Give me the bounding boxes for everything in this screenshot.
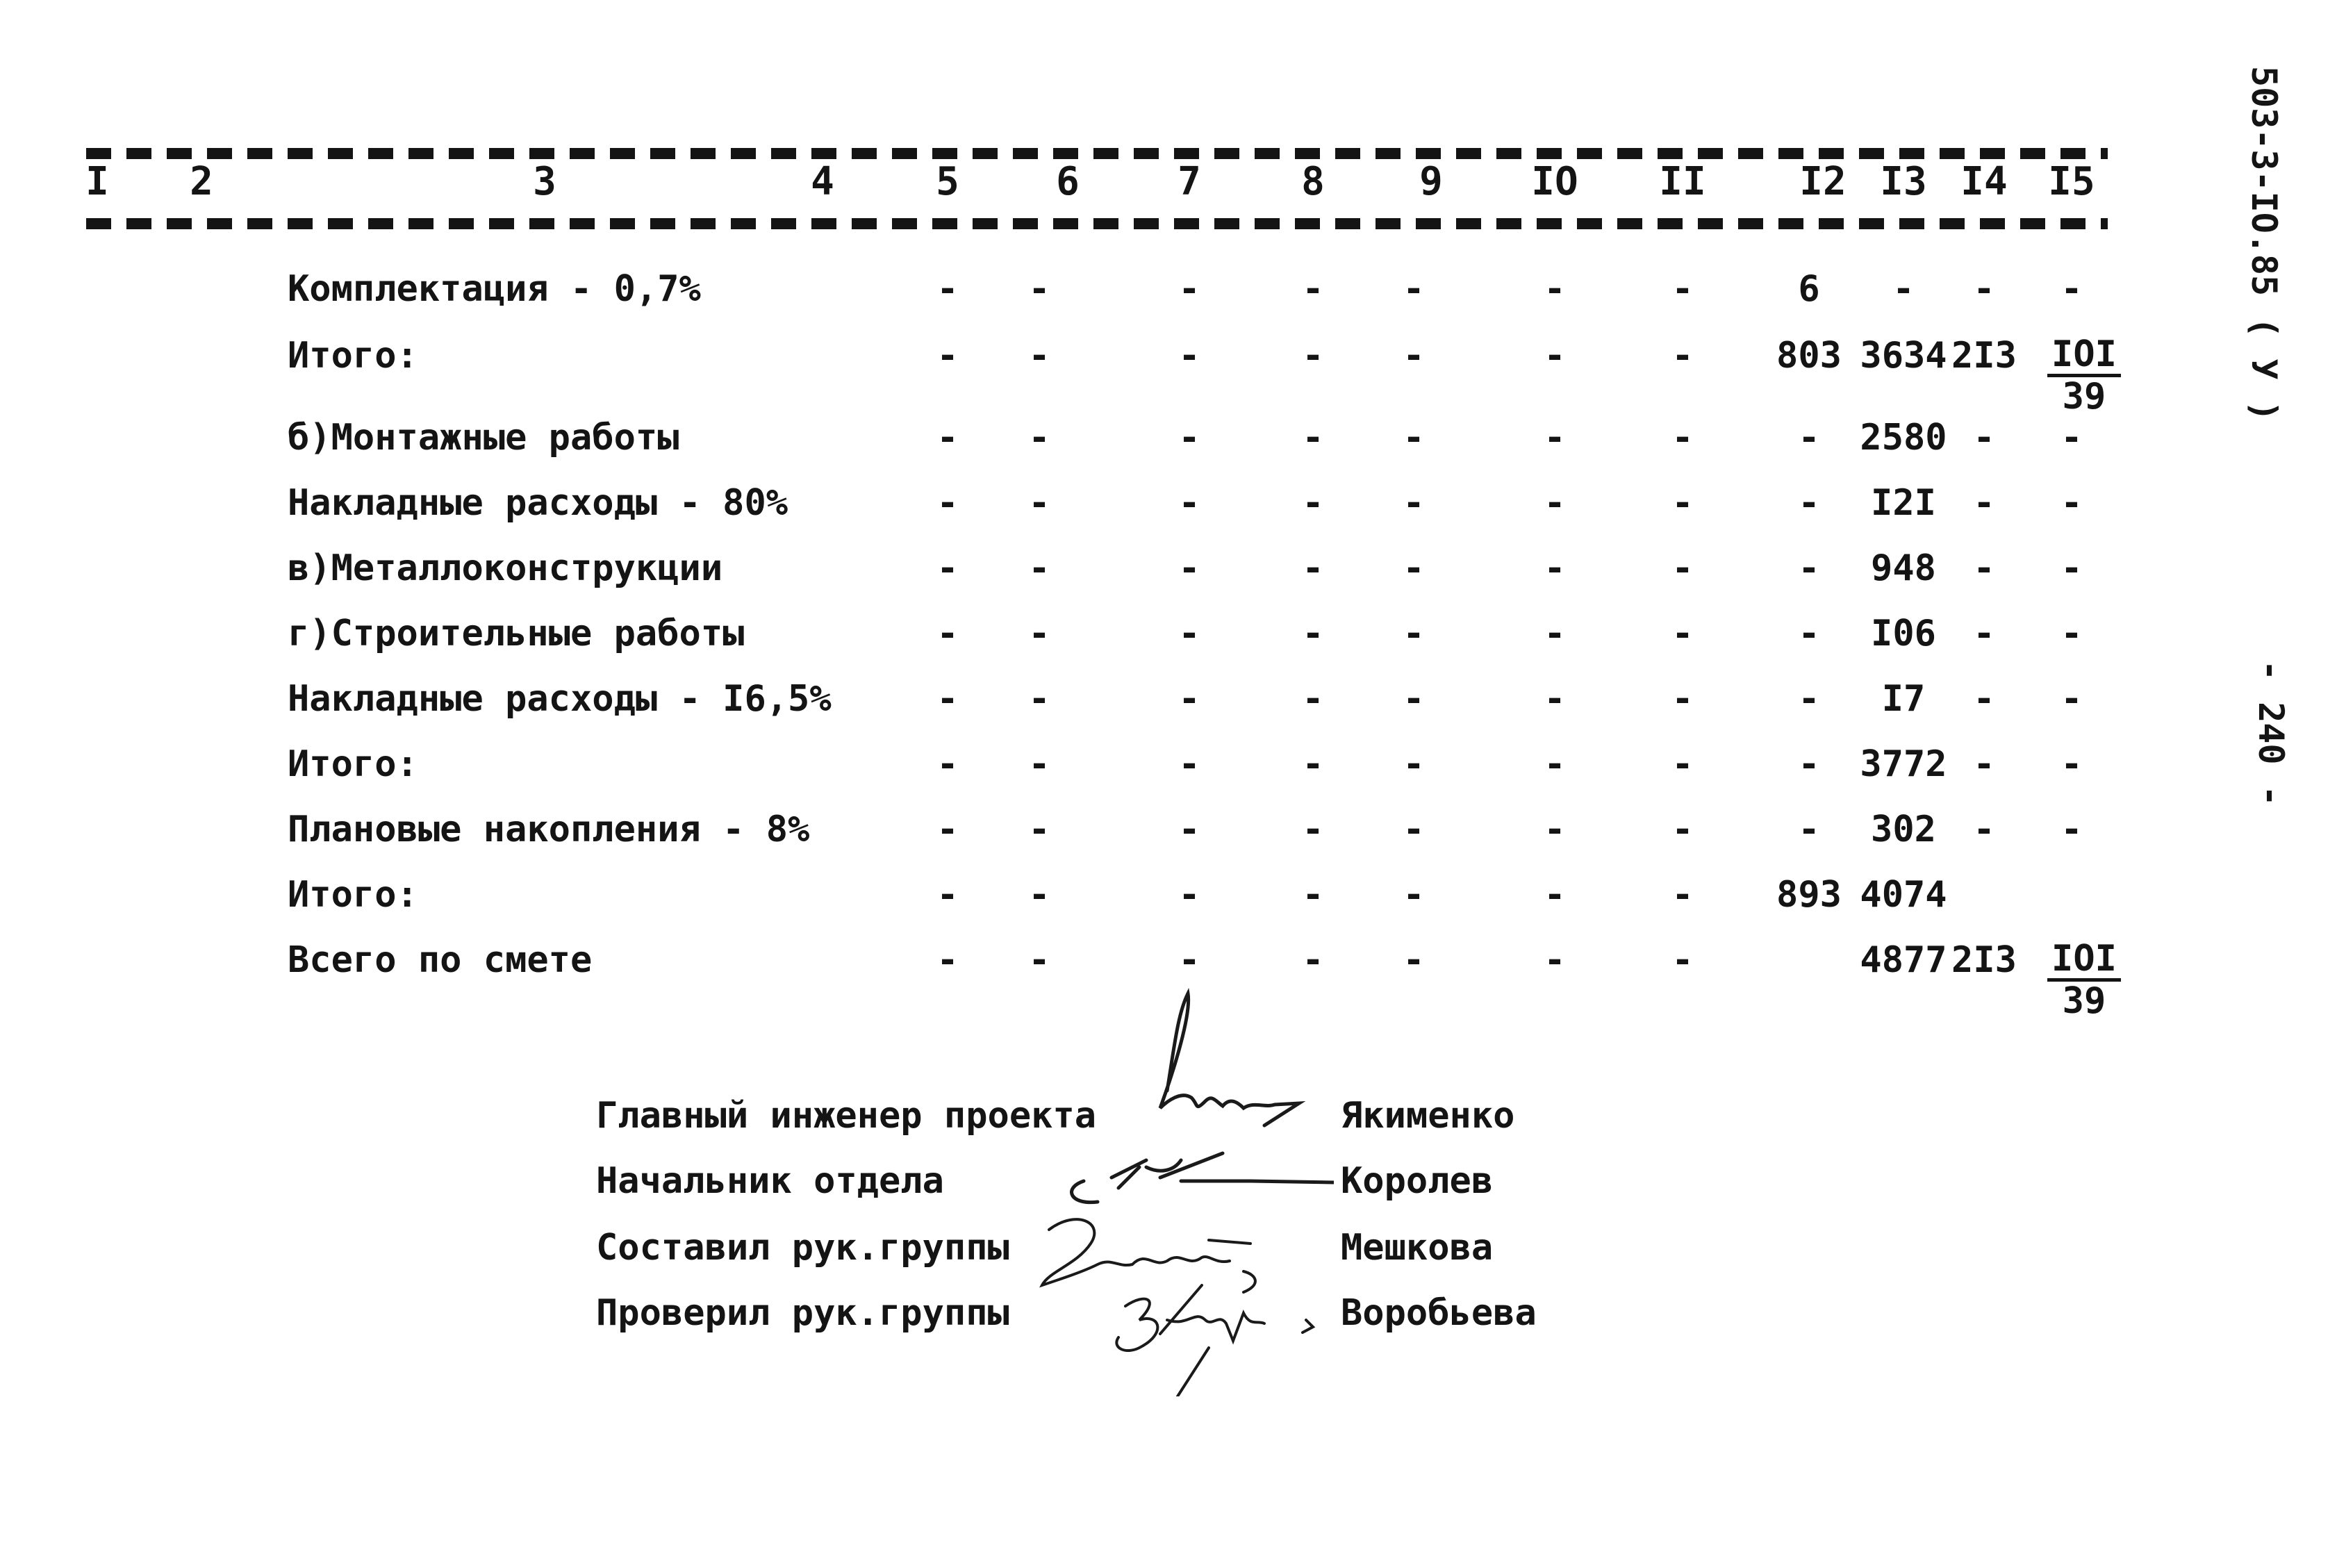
table-cell: - xyxy=(1973,613,1995,654)
row-label: Всего по смете xyxy=(288,939,593,981)
table-cell: - xyxy=(1892,268,1915,310)
table-cell: 3634 xyxy=(1860,335,1947,377)
column-header-9: 9 xyxy=(1419,159,1443,204)
table-cell: - xyxy=(1178,268,1200,310)
table-cell: - xyxy=(1028,547,1050,589)
table-cell: - xyxy=(1302,335,1324,377)
table-cell: 948 xyxy=(1871,547,1936,589)
table-cell: - xyxy=(936,268,959,310)
table-cell: - xyxy=(1973,678,1995,720)
table-cell: - xyxy=(1544,613,1566,654)
table-cell: - xyxy=(1302,743,1324,785)
table-cell: - xyxy=(936,809,959,850)
table-cell: - xyxy=(2060,268,2083,310)
column-header-8: 8 xyxy=(1301,159,1325,204)
table-cell: 4877 xyxy=(1860,939,1947,981)
table-cell: - xyxy=(1028,335,1050,377)
table-cell: - xyxy=(1544,547,1566,589)
table-cell: - xyxy=(1403,335,1425,377)
row-label: г)Строительные работы xyxy=(288,613,745,654)
table-cell: - xyxy=(1302,268,1324,310)
table-cell: 893 xyxy=(1776,874,1842,916)
table-cell: - xyxy=(1028,939,1050,981)
table-cell: - xyxy=(1544,809,1566,850)
table-cell: - xyxy=(1028,613,1050,654)
table-cell: - xyxy=(1671,482,1694,524)
table-cell: - xyxy=(1302,678,1324,720)
table-cell: 302 xyxy=(1871,809,1936,850)
table-cell: - xyxy=(1544,417,1566,459)
column-header-7: 7 xyxy=(1178,159,1201,204)
table-cell: - xyxy=(936,482,959,524)
row-label: в)Металлоконструкции xyxy=(288,547,723,589)
table-cell: - xyxy=(1973,547,1995,589)
table-cell: - xyxy=(1403,874,1425,916)
signature-role: Проверил рук.группы xyxy=(596,1292,1009,1334)
header-rule-top xyxy=(86,148,2108,159)
signature-name: Воробьева xyxy=(1341,1292,1537,1334)
row-label: Плановые накопления - 8% xyxy=(288,809,810,850)
table-cell: - xyxy=(1973,743,1995,785)
fraction-denominator: 39 xyxy=(2062,376,2106,418)
table-cell: - xyxy=(2060,547,2083,589)
table-cell: - xyxy=(1973,482,1995,524)
table-cell: - xyxy=(1671,939,1694,981)
page-number: - 240 - xyxy=(2251,660,2291,807)
table-cell: - xyxy=(2060,743,2083,785)
table-cell: - xyxy=(1302,417,1324,459)
column-header-15: I5 xyxy=(2048,159,2095,204)
table-cell: - xyxy=(1178,678,1200,720)
table-cell: - xyxy=(1302,482,1324,524)
row-label: б)Монтажные работы xyxy=(288,417,679,459)
column-header-2: 2 xyxy=(190,159,213,204)
table-cell: - xyxy=(1178,417,1200,459)
table-cell: - xyxy=(1178,547,1200,589)
table-cell: - xyxy=(1798,417,1820,459)
table-cell: - xyxy=(1403,743,1425,785)
table-cell: - xyxy=(1798,809,1820,850)
table-cell: - xyxy=(1671,268,1694,310)
table-cell: - xyxy=(1302,939,1324,981)
table-cell: - xyxy=(1178,743,1200,785)
table-cell: - xyxy=(1403,939,1425,981)
table-cell: - xyxy=(936,547,959,589)
table-cell: - xyxy=(1798,678,1820,720)
table-cell: - xyxy=(1178,613,1200,654)
table-cell: - xyxy=(936,939,959,981)
table-cell: - xyxy=(1798,743,1820,785)
table-cell: - xyxy=(1544,743,1566,785)
row-label: Итого: xyxy=(288,743,418,785)
table-cell: - xyxy=(1178,482,1200,524)
row-label: Накладные расходы - 80% xyxy=(288,482,788,524)
table-cell: - xyxy=(1178,939,1200,981)
table-cell: - xyxy=(1028,809,1050,850)
row-label: Итого: xyxy=(288,335,418,377)
fraction-denominator: 39 xyxy=(2062,980,2106,1022)
column-header-13: I3 xyxy=(1880,159,1927,204)
table-cell: - xyxy=(1544,482,1566,524)
table-cell: - xyxy=(1671,335,1694,377)
table-cell: - xyxy=(1302,874,1324,916)
table-cell: - xyxy=(1028,268,1050,310)
table-cell: - xyxy=(1544,335,1566,377)
table-cell: - xyxy=(1028,417,1050,459)
signature-role: Начальник отдела xyxy=(596,1160,944,1202)
table-cell: - xyxy=(1671,874,1694,916)
table-cell: - xyxy=(1671,417,1694,459)
table-cell: - xyxy=(936,417,959,459)
table-cell: - xyxy=(1178,809,1200,850)
table-cell: - xyxy=(1544,939,1566,981)
table-cell: - xyxy=(1798,613,1820,654)
table-cell: I7 xyxy=(1881,678,1926,720)
document-code: 503-3-IO.85 ( У ) xyxy=(2244,66,2284,422)
table-cell: - xyxy=(1798,547,1820,589)
table-cell: - xyxy=(1671,809,1694,850)
table-cell: - xyxy=(1028,874,1050,916)
table-cell: - xyxy=(1178,335,1200,377)
signature-name: Королев xyxy=(1341,1160,1494,1202)
table-cell: - xyxy=(1403,809,1425,850)
column-header-11: II xyxy=(1659,159,1706,204)
table-cell: - xyxy=(936,743,959,785)
signature-role: Составил рук.группы xyxy=(596,1227,1009,1269)
table-cell: - xyxy=(1302,613,1324,654)
table-cell: - xyxy=(1028,743,1050,785)
column-header-3: 3 xyxy=(533,159,556,204)
table-cell: - xyxy=(1544,678,1566,720)
signature-name: Мешкова xyxy=(1341,1227,1494,1269)
column-header-6: 6 xyxy=(1056,159,1080,204)
table-cell: I06 xyxy=(1871,613,1936,654)
table-cell: - xyxy=(1973,809,1995,850)
table-cell: - xyxy=(936,613,959,654)
fraction-cell xyxy=(2047,939,2121,1021)
fraction-cell xyxy=(2047,335,2121,416)
column-header-1: I xyxy=(85,159,109,204)
table-cell: - xyxy=(936,335,959,377)
table-cell: - xyxy=(1028,678,1050,720)
row-label: Комплектация - 0,7% xyxy=(288,268,701,310)
table-cell: 2I3 xyxy=(1951,939,2017,981)
fraction-numerator: IOI xyxy=(2047,335,2121,377)
table-cell: - xyxy=(936,874,959,916)
signature-role: Главный инженер проекта xyxy=(596,1095,1097,1137)
table-cell: 803 xyxy=(1776,335,1842,377)
table-cell: - xyxy=(1028,482,1050,524)
table-cell: - xyxy=(1671,743,1694,785)
table-cell: - xyxy=(1973,417,1995,459)
table-cell: - xyxy=(1403,613,1425,654)
column-header-4: 4 xyxy=(811,159,834,204)
table-cell: 4074 xyxy=(1860,874,1947,916)
table-cell: - xyxy=(1403,482,1425,524)
table-cell: 2I3 xyxy=(1951,335,2017,377)
table-cell: - xyxy=(1302,547,1324,589)
table-cell: - xyxy=(1178,874,1200,916)
column-header-10: IO xyxy=(1531,159,1578,204)
table-cell: - xyxy=(2060,613,2083,654)
table-cell: - xyxy=(1671,678,1694,720)
signature-chief-engineer xyxy=(1125,987,1320,1153)
header-rule-bottom xyxy=(86,218,2108,229)
fraction-numerator: IOI xyxy=(2047,939,2121,982)
table-cell: - xyxy=(1403,268,1425,310)
table-cell: - xyxy=(2060,417,2083,459)
table-cell: - xyxy=(2060,678,2083,720)
table-cell: 3772 xyxy=(1860,743,1947,785)
table-cell: - xyxy=(1302,809,1324,850)
table-cell: 6 xyxy=(1798,268,1820,310)
table-cell: - xyxy=(2060,482,2083,524)
table-cell: I2I xyxy=(1871,482,1936,524)
column-header-14: I4 xyxy=(1960,159,2008,204)
table-cell: - xyxy=(1403,417,1425,459)
table-cell: - xyxy=(1544,268,1566,310)
row-label: Итого: xyxy=(288,874,418,916)
table-cell: - xyxy=(1671,547,1694,589)
table-cell: - xyxy=(1544,874,1566,916)
signature-checker xyxy=(1098,1271,1334,1396)
table-cell: - xyxy=(2060,809,2083,850)
table-cell: - xyxy=(1403,547,1425,589)
table-cell: 2580 xyxy=(1860,417,1947,459)
column-header-5: 5 xyxy=(936,159,959,204)
table-cell: - xyxy=(1671,613,1694,654)
table-cell: - xyxy=(1973,268,1995,310)
signature-name: Якименко xyxy=(1341,1095,1515,1137)
column-header-12: I2 xyxy=(1799,159,1847,204)
table-cell: - xyxy=(936,678,959,720)
table-cell: - xyxy=(1403,678,1425,720)
table-cell: - xyxy=(1798,482,1820,524)
row-label: Накладные расходы - I6,5% xyxy=(288,678,832,720)
